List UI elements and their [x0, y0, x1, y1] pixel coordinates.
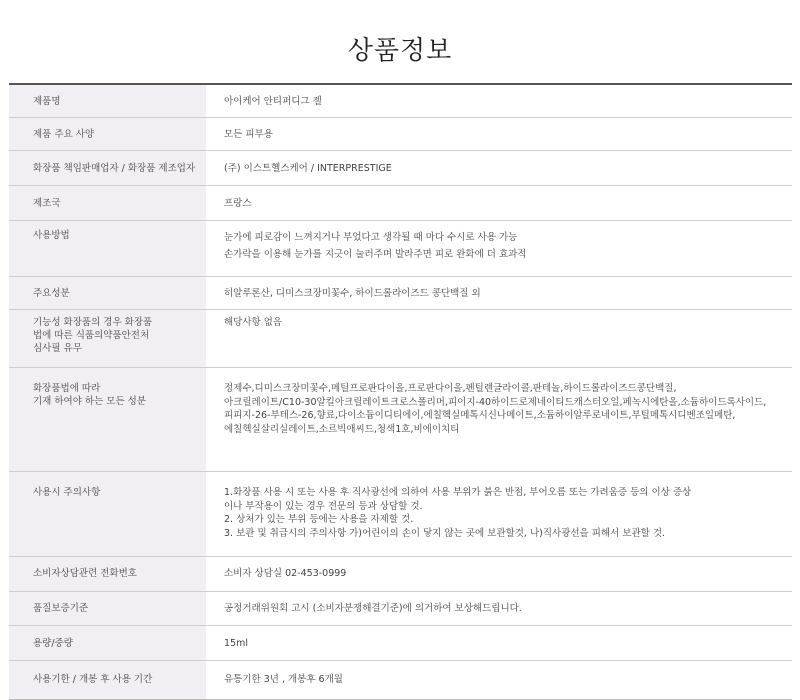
- table-row: [9, 310, 792, 368]
- row-value-text: 아이케어 안티퍼디그 젤: [224, 96, 322, 107]
- row-value-text: 공정거래위원회 고시 (소비자분쟁해결기준)에 의거하여 보상해드립니다.: [224, 603, 522, 614]
- table-row: [9, 151, 792, 186]
- row-label-text: 주요성분: [33, 288, 70, 299]
- row-label: [9, 626, 206, 660]
- row-value: [206, 277, 792, 309]
- row-value: [206, 85, 792, 117]
- row-label-text: 소비자상담관련 전화번호: [33, 568, 137, 579]
- row-label-text: 사용기한 / 개봉 후 사용 기간: [33, 674, 153, 685]
- row-label-text: 기능성 화장품의 경우 화장품 법에 따른 식품의약품안전처 심사필 유무: [33, 317, 153, 354]
- row-label: [9, 368, 206, 471]
- row-label: [9, 557, 206, 591]
- row-value-text: 유통기한 3년 , 개봉후 6개월: [224, 674, 343, 685]
- row-label-text: 화장품 책임판매업자 / 화장품 제조업자: [33, 163, 196, 174]
- row-value-text: 1.화장품 사용 시 또는 사용 후 직사광선에 의하여 사용 부위가 붉은 반점, 부어오름 또는 가려움증 등의 이상 증상 이나 부작용이 있는 경우 전문의 등과 상담할 것. 2. 상처가 있는 부위 등에는 사용을 자제할 것. 3. 보관 및 취급시의 주의사항 가)어린이의 손이 닿지 않는 곳에 보관할것, 나)직사광선을 피해서 보관할 것.: [224, 487, 692, 539]
- row-value: [206, 221, 792, 276]
- row-value: [206, 626, 792, 660]
- row-value: [206, 310, 792, 367]
- row-value: [206, 557, 792, 591]
- row-label-text: 품질보증기준: [33, 603, 89, 614]
- product-info-table: [9, 83, 792, 700]
- table-row: [9, 85, 792, 118]
- table-row: [9, 368, 792, 472]
- row-value: [206, 592, 792, 625]
- row-value-text: 해당사항 없음: [224, 317, 283, 328]
- row-value-text: 소비자 상담실 02-453-0999: [224, 568, 347, 579]
- table-row: [9, 472, 792, 557]
- row-value: [206, 661, 792, 699]
- table-row: [9, 118, 792, 151]
- row-label: [9, 310, 206, 367]
- row-value-text: 프랑스: [224, 198, 252, 209]
- row-value-text: 15ml: [224, 638, 248, 649]
- table-row: [9, 592, 792, 626]
- row-value-text: 모든 피부용: [224, 129, 273, 140]
- row-value-text: 눈가에 피로감이 느껴지거나 부었다고 생각될 때 마다 수시로 사용 가능 손가락을 이용해 눈가를 지긋이 눌러주며 발라주면 피로 완화에 더 효과적: [224, 232, 527, 260]
- row-label: [9, 118, 206, 150]
- table-row: [9, 661, 792, 699]
- row-label: [9, 221, 206, 276]
- row-label: [9, 151, 206, 185]
- row-label: [9, 186, 206, 220]
- row-value-text: 정제수,디미스크장미꽃수,메틸프로판다이올,프로판다이올,펜틸렌글라이콜,판테놀,하이드롤라이즈드콩단백질, 아크릴레이트/C10-30알킬아크릴레이트크로스폴리머,피이지-40하이드로제네이티드캐스터오일,페녹시에탄올,소듐하이드록사이드, 피피지-26-부테스-26,향료,다이소듐이디티에이,에칠헥실메톡시신나메이트,소듐하이알루로네이트,부틸메톡시디벤조일메탄, 에칠헥실살리실레이트,소르빅애씨드,청색1호,비에이치티: [224, 383, 767, 435]
- row-label: [9, 661, 206, 699]
- row-label: [9, 85, 206, 117]
- row-label-text: 용량/중량: [33, 638, 73, 649]
- row-label-text: 사용시 주의사항: [33, 487, 101, 498]
- row-label: [9, 592, 206, 625]
- row-value: [206, 118, 792, 150]
- page-title: 상품정보: [347, 36, 453, 66]
- table-row: [9, 557, 792, 592]
- row-label-text: 화장품법에 따라 기재 하여야 하는 모든 성분: [33, 383, 147, 407]
- row-label-text: 제조국: [33, 198, 61, 209]
- row-value: [206, 368, 792, 471]
- row-value: [206, 186, 792, 220]
- table-row: [9, 221, 792, 277]
- row-value-text: (주) 이스트헬스케어 / INTERPRESTIGE: [224, 163, 392, 174]
- row-label: [9, 472, 206, 556]
- row-value: [206, 472, 792, 556]
- row-label-text: 제품 주요 사양: [33, 129, 95, 140]
- row-label-text: 제품명: [33, 96, 61, 107]
- table-row: [9, 277, 792, 310]
- row-label: [9, 277, 206, 309]
- row-label-text: 사용방법: [33, 230, 70, 241]
- table-row: [9, 186, 792, 221]
- row-value-text: 히알루론산, 디미스크장미꽃수, 하이드롤라이즈드 콩단백질 외: [224, 288, 481, 299]
- table-row: [9, 626, 792, 661]
- row-value: [206, 151, 792, 185]
